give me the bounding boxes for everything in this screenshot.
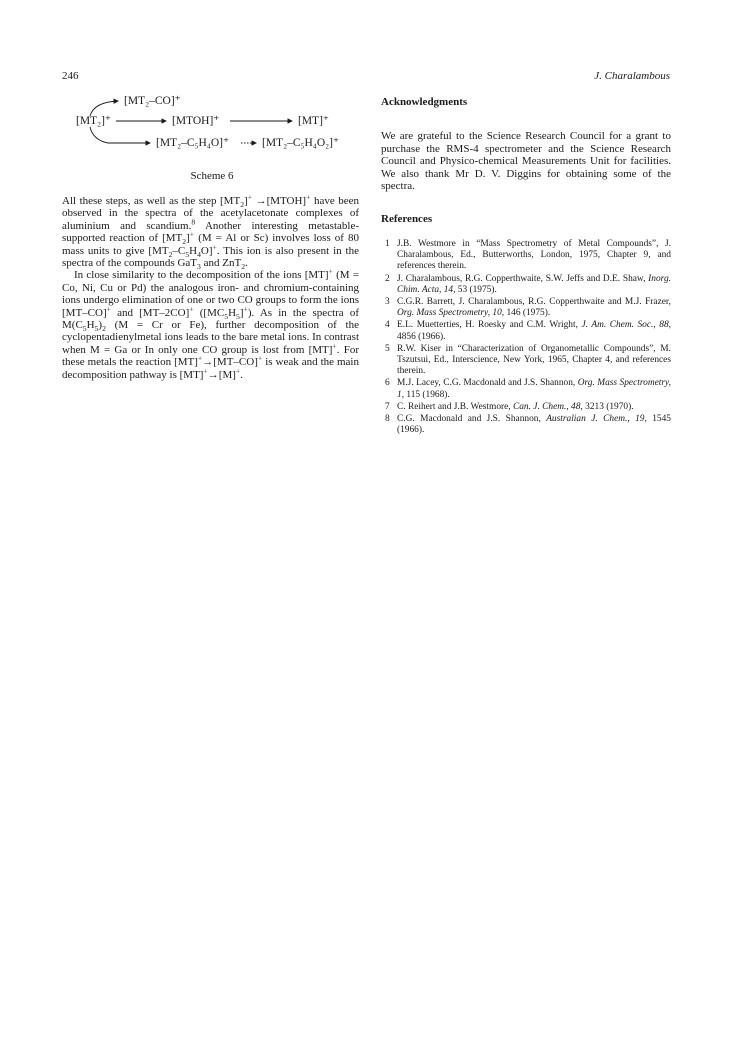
reference-number: 4 xyxy=(385,320,390,331)
reference-item xyxy=(381,344,671,378)
scheme-arrows xyxy=(60,92,370,172)
reference-number: 5 xyxy=(385,343,390,354)
scheme-start-ion: [MT₂]⁺ xyxy=(76,115,111,127)
reference-text: J.B. Westmore in “Mass Spectrometry of Metal Compounds”, J. Charalambous, Ed., Butterworths, London, 1975, Chapter 9, and references therein. xyxy=(397,238,671,272)
scheme-top-product: [MT₂–CO]⁺ xyxy=(124,95,181,107)
page-number: 246 xyxy=(62,70,79,82)
reference-text: R.W. Kiser in “Characterization of Organometallic Compounds”, M. Tszutsui, Ed., Interscience, New York, 1965, Chapter 4, and references therein. xyxy=(397,343,671,377)
acknowledgments-heading: Acknowledgments xyxy=(381,96,468,108)
right-column xyxy=(381,96,671,437)
acknowledgments-text: We are grateful to the Science Research Council for a grant to purchase the RMS-4 spectrometer and the Science Research Council and Physico-chemical Measurements Unit for facilities. We also thank Mr D. V. Diggins for obtaining some of the spectra. xyxy=(381,130,671,193)
scheme-mid-final: [MT]⁺ xyxy=(298,115,329,127)
reference-number: 6 xyxy=(385,378,390,389)
reference-number: 3 xyxy=(385,296,390,307)
reference-text: M.J. Lacey, C.G. Macdonald and J.S. Shannon, Org. Mass Spectrometry, 1, 115 (1968). xyxy=(397,378,671,400)
reference-item xyxy=(381,320,671,342)
reference-item xyxy=(381,274,671,296)
reference-text: E.L. Muetterties, H. Roesky and C.M. Wright, J. Am. Chem. Soc., 88, 4856 (1966). xyxy=(397,320,671,342)
reference-number: 2 xyxy=(385,273,390,284)
arrow-up-curve xyxy=(90,101,118,116)
reference-text: C.G.R. Barrett, J. Charalambous, R.G. Copperthwaite and M.J. Frazer, Org. Mass Spectrometry, 10, 146 (1975). xyxy=(397,296,671,319)
reaction-scheme xyxy=(60,92,370,182)
arrow-down-curve xyxy=(90,127,150,143)
reference-text: J. Charalambous, R.G. Copperthwaite, S.W. Jeffs and D.E. Shaw, Inorg. Chim. Acta, 14, 53 (1975). xyxy=(397,273,671,295)
body-paragraph-1: All these steps, as well as the step $[MT_2]^+$ →[MTOH]+ have been observed in the spectra of the acetylacetonate complexes of aluminium and scandium.$^8$ Another interesting metastable-supported reaction of $[MT_2]^+$ (M = Al or Sc) involves loss of 80 mass units to give $[MT_2-C_5H_4O]^+$. This ion is also present in the spectra of the compounds GaT$_3$ and ZnT$_2$. xyxy=(62,192,360,272)
reference-item xyxy=(381,378,671,400)
scheme-bottom-final: [MT₂–C₅H₄O₂]⁺ xyxy=(262,137,340,149)
reference-number: 8 xyxy=(385,414,390,425)
reference-item xyxy=(381,239,671,273)
reference-number: 7 xyxy=(385,401,390,412)
references-list xyxy=(381,239,671,436)
body-paragraph-2: In close similarity to the decomposition of the ions [MT]+ (M = Co, Ni, Cu or Pd) the analogous iron- and chromium-containing ions undergo elimination of one or two CO groups to form the ions [MT–CO]+ and [MT–2CO]+ $([MC_5H_5]^+)$. As in the spectra of $M(C_5H_5)_2$ (M = Cr or Fe), further decomposition of the cyclopentadienylmetal ions leads to the bare metal ions. In contrast when M = Ga or In only one CO group is lost from [MT]+. For these metals the reaction [MT]+→[MT–CO]+ is weak and the main decomposition pathway is [MT]+→[M]+. xyxy=(62,266,359,381)
scheme-caption: Scheme 6 xyxy=(190,170,234,182)
reference-text: C.G. Macdonald and J.S. Shannon, Australian J. Chem., 19, 1545 (1966). xyxy=(397,414,671,436)
reference-item xyxy=(381,297,671,319)
scheme-bottom-product: [MT₂–C₅H₄O]⁺ xyxy=(156,137,230,149)
reference-text: C. Reihert and J.B. Westmore, Can. J. Chem., 48, 3213 (1970). xyxy=(397,401,634,412)
scheme-mid-product: [MTOH]⁺ xyxy=(172,115,220,127)
reference-item xyxy=(381,402,671,413)
references-heading: References xyxy=(381,212,433,225)
body-text-column xyxy=(62,192,360,381)
reference-item xyxy=(381,414,671,436)
reference-number: 1 xyxy=(385,238,390,249)
running-head: J. Charalambous xyxy=(594,70,670,82)
